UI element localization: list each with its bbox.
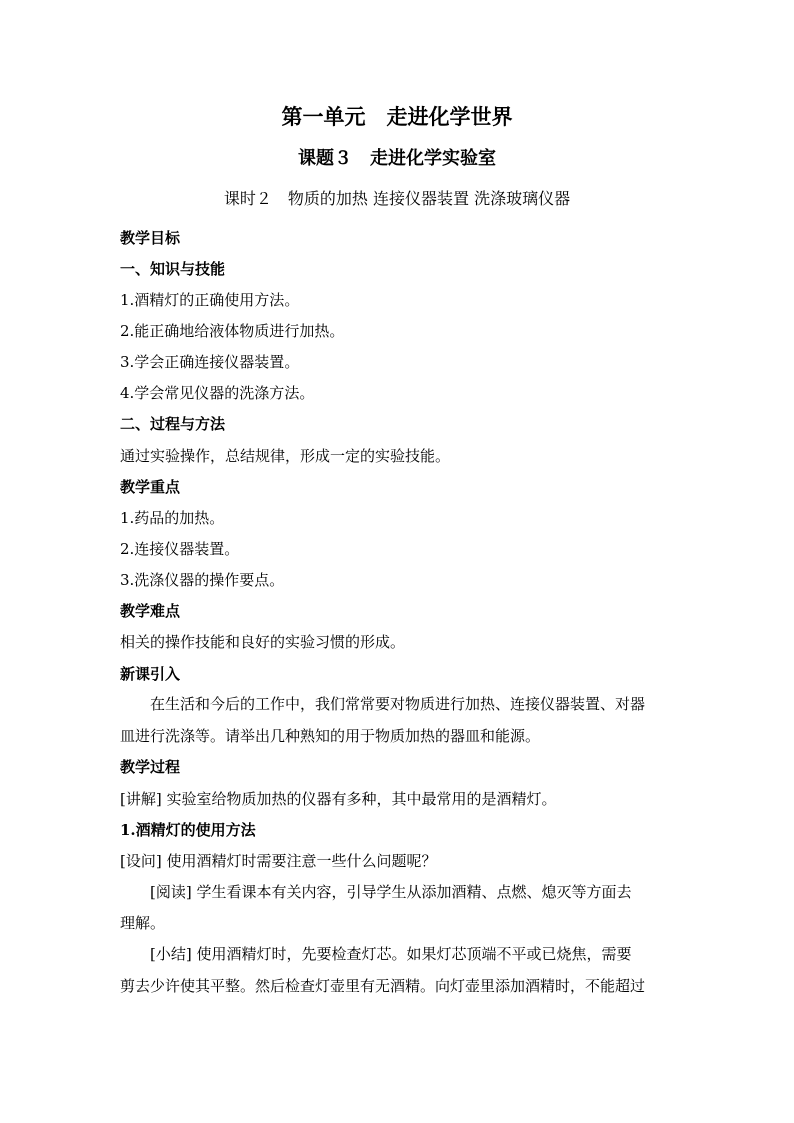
period-title: 课时２ 物质的加热 连接仪器装置 洗涤玻璃仪器: [223, 189, 571, 208]
knowledge-heading: 一、知识与技能: [120, 260, 226, 278]
objectives-heading: 教学目标: [120, 229, 181, 247]
key-point-item: 1.药品的加热。: [120, 509, 225, 527]
key-point-item: 3.洗涤仪器的操作要点。: [120, 571, 285, 589]
intro-heading: 新课引入: [120, 665, 181, 683]
knowledge-item: 3.学会正确连接仪器装置。: [120, 353, 300, 371]
lecture-paragraph: [讲解] 实验室给物质加热的仪器有多种，其中最常用的是酒精灯。: [120, 790, 557, 808]
knowledge-item: 2.能正确地给液体物质进行加热。: [120, 322, 345, 340]
process-method-heading: 二、过程与方法: [120, 415, 226, 433]
summary-paragraph-line: [小结] 使用酒精灯时，先要检查灯芯。如果灯芯顶端不平或已烧焦，需要: [150, 945, 632, 963]
knowledge-item: 4.学会常见仪器的洗涤方法。: [120, 384, 315, 402]
reading-paragraph-line: 理解。: [120, 914, 166, 932]
unit-title: 第一单元 走进化学世界: [281, 104, 513, 129]
question-paragraph: [设问] 使用酒精灯时需要注意一些什么问题呢？: [120, 852, 437, 870]
difficulties-heading: 教学难点: [120, 602, 181, 620]
summary-paragraph-line: 剪去少许使其平整。然后检查灯壶里有无酒精。向灯壶里添加酒精时，不能超过: [120, 977, 646, 995]
process-method-text: 通过实验操作，总结规律，形成一定的实验技能。: [120, 447, 451, 465]
intro-paragraph-line: 在生活和今后的工作中，我们常常要对物质进行加热、连接仪器装置、对器: [150, 695, 646, 713]
teaching-process-heading: 教学过程: [120, 758, 181, 776]
knowledge-item: 1.酒精灯的正确使用方法。: [120, 291, 300, 309]
reading-paragraph-line: [阅读] 学生看课本有关内容，引导学生从添加酒精、点燃、熄灭等方面去: [150, 883, 632, 901]
alcohol-lamp-section-heading: 1.酒精灯的使用方法: [120, 821, 256, 839]
intro-paragraph-line: 皿进行洗涤等。请举出几种熟知的用于物质加热的器皿和能源。: [120, 727, 541, 745]
key-points-heading: 教学重点: [120, 478, 181, 496]
lesson-title: 课题３ 走进化学实验室: [298, 148, 496, 169]
difficulties-text: 相关的操作技能和良好的实验习惯的形成。: [120, 633, 406, 651]
key-point-item: 2.连接仪器装置。: [120, 540, 240, 558]
